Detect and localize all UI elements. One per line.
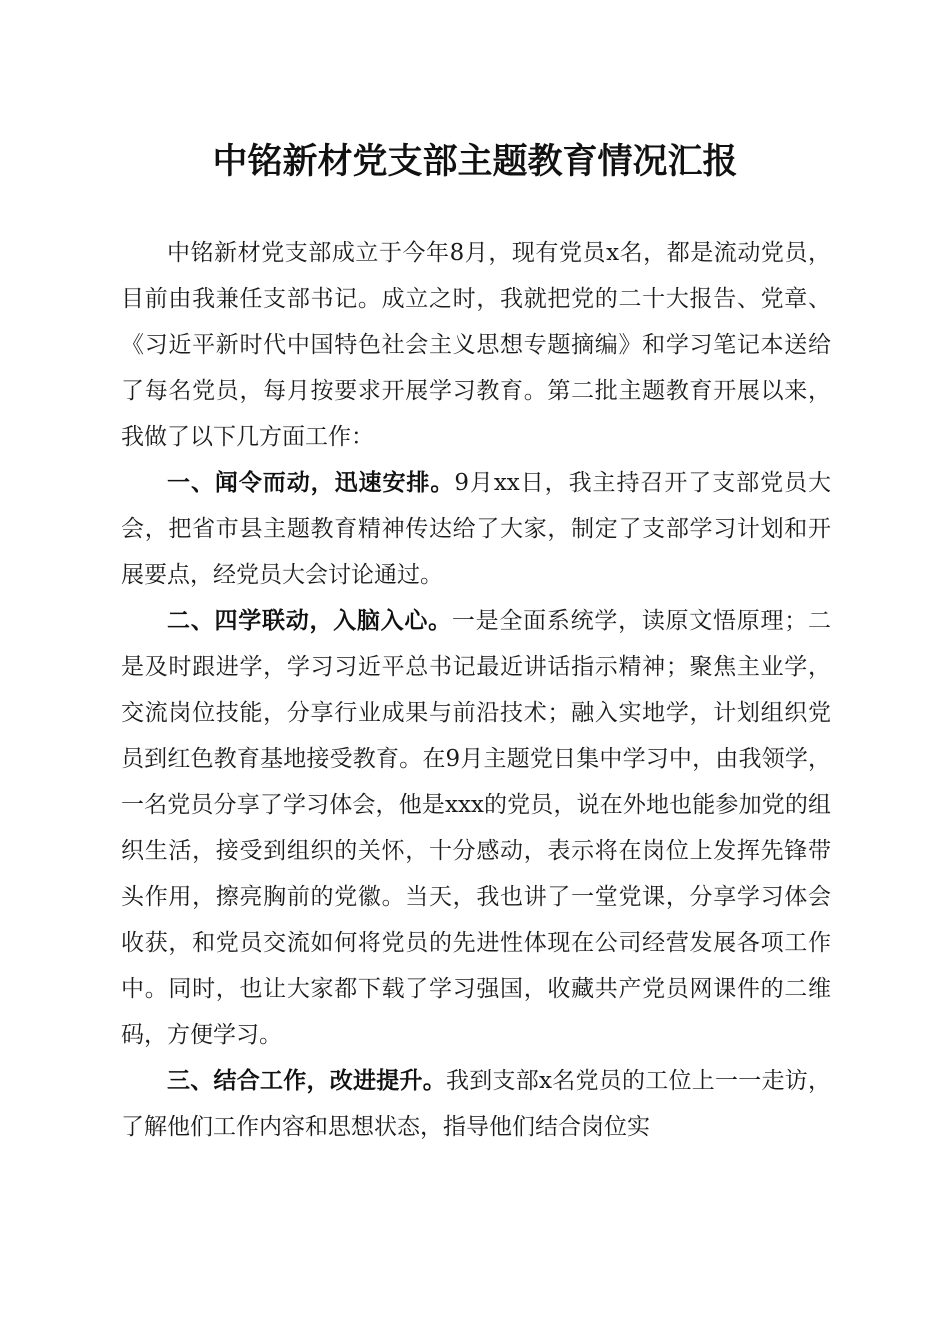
paragraph-section-3 xyxy=(121,1058,831,1150)
paragraph-section-2 xyxy=(121,598,831,1058)
section-2-heading: 二、四学联动，入脑入心。 xyxy=(167,608,452,634)
section-1-text: 9月xx日，我主持召开了支部党员大会，把省市县主题教育精神传达给了大家，制定了支部学习计划和开展要点，经党员大会讨论通过。 xyxy=(121,470,832,588)
section-3-text: 我到支部x名党员的工位上一一走访，了解他们工作内容和思想状态，指导他们结合岗位实 xyxy=(121,1068,831,1140)
section-2-text: 一是全面系统学，读原文悟原理；二是及时跟进学，学习习近平总书记最近讲话指示精神；聚焦主业学，交流岗位技能，分享行业成果与前沿技术；融入实地学，计划组织党员到红色教育基地接受教育。在9月主题党日集中学习中，由我领学，一名党员分享了学习体会，他是xxx的党员，说在外地也能参加党的组织生活，接受到组织的关怀，十分感动，表示将在岗位上发挥先锋带头作用，擦亮胸前的党徽。当天，我也讲了一堂党课，分享学习体会收获，和党员交流如何将党员的先进性体现在公司经营发展各项工作中。同时，也让大家都下载了学习强国，收藏共产党员网课件的二维码，方便学习。 xyxy=(121,608,832,1048)
paragraph-intro xyxy=(121,230,831,460)
document-title: 中铭新材党支部主题教育情况汇报 xyxy=(212,141,738,182)
paragraph-intro-text: 中铭新材党支部成立于今年8月，现有党员x名，都是流动党员，目前由我兼任支部书记。成立之时，我就把党的二十大报告、党章、《习近平新时代中国特色社会主义思想专题摘编》和学习笔记本送给了每名党员，每月按要求开展学习教育。第二批主题教育开展以来，我做了以下几方面工作： xyxy=(121,240,831,450)
paragraph-section-1 xyxy=(121,460,831,598)
section-1-heading: 一、闻令而动，迅速安排。 xyxy=(167,470,455,496)
document-body xyxy=(121,230,831,1150)
section-3-heading: 三、结合工作，改进提升。 xyxy=(167,1068,447,1094)
